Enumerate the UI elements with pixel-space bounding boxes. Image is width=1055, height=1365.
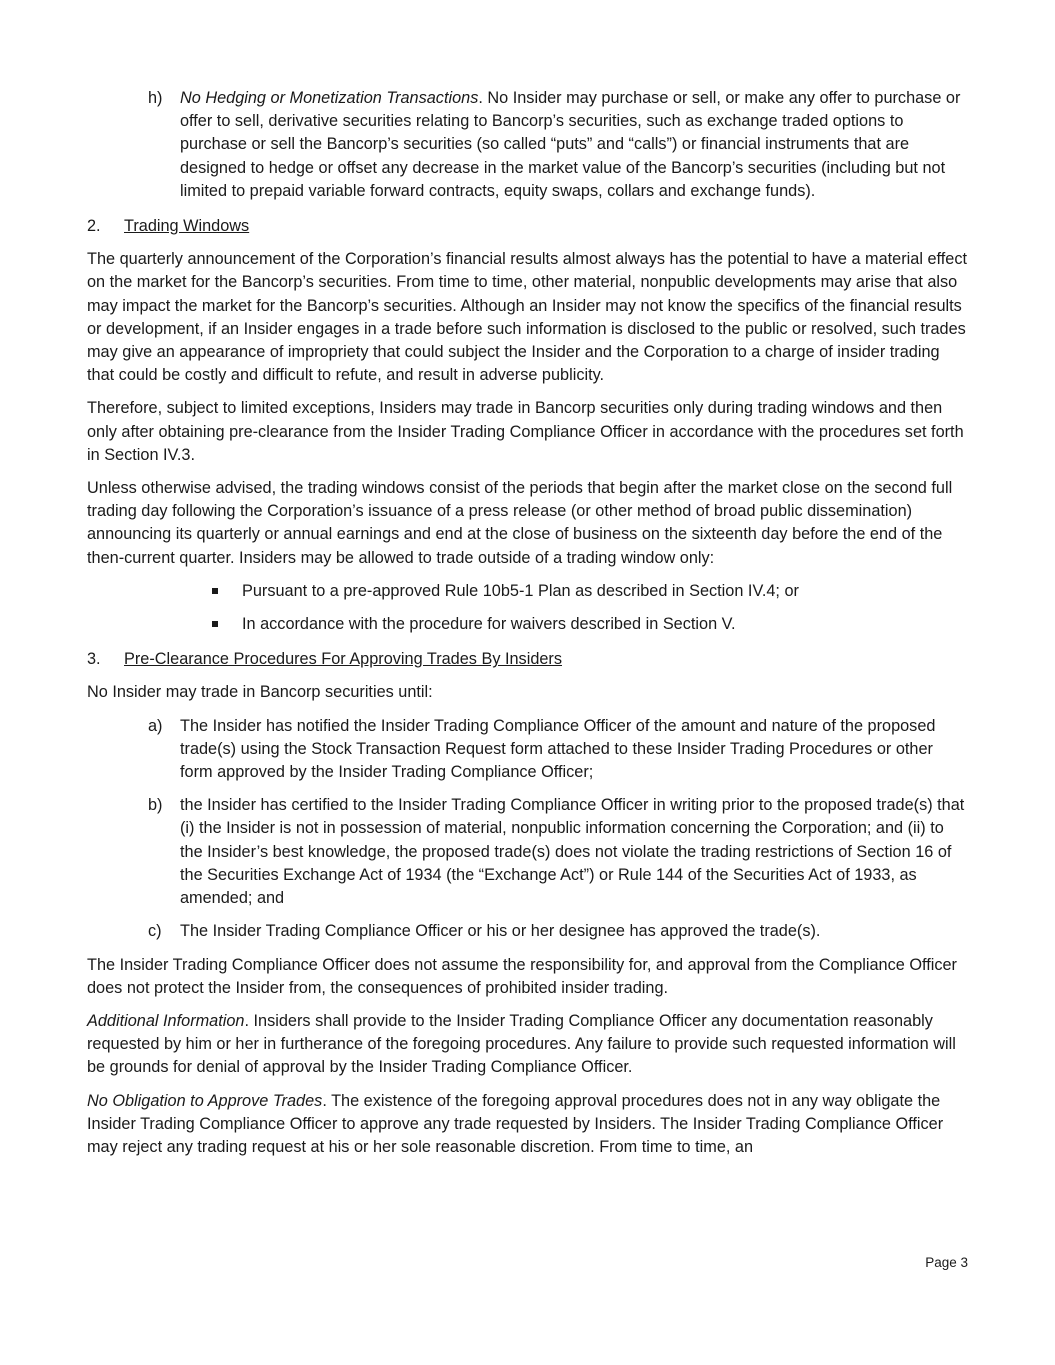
paragraph: Unless otherwise advised, the trading windows consist of the periods that begin after the market close on the second full trading day following the Corporation’s issuance of a press release (or other method of broad public dissemination) announcing its quarterly or annual earnings and end at the close of business on the sixteenth day before the end of the then-current quarter. Insiders may be allowed to trade outside of a trading window only:	[87, 479, 953, 567]
section-title: Pre-Clearance Procedures For Approving Trades By Insiders	[124, 650, 562, 669]
section-number: 3.	[87, 650, 101, 669]
document-page	[87, 87, 969, 1169]
list-item-text: The Insider Trading Compliance Officer or his or her designee has approved the trade(s).	[180, 922, 821, 941]
paragraph: The Insider Trading Compliance Officer does not assume the responsibility for, and approval from the Compliance Officer does not protect the Insider from, the consequences of prohibited insider trading.	[87, 955, 957, 997]
paragraph-body: . Insiders shall provide to the Insider Trading Compliance Officer any documentation reasonably requested by him or her in furtherance of the foregoing procedures. Any failure to provide such requested information will be grounds for denial of approval by the Insider Trading Compliance Officer.	[87, 1011, 956, 1077]
bullet-text: Pursuant to a pre-approved Rule 10b5-1 Plan as described in Section IV.4; or	[242, 581, 799, 600]
bullet-square-icon	[212, 588, 218, 594]
bullet-text: In accordance with the procedure for waivers described in Section V.	[242, 615, 736, 634]
item-body: . No Insider may purchase or sell, or make any offer to purchase or offer to sell, derivative securities relating to Bancorp’s securities, such as exchange traded options to purchase or sell the Bancorp’s securities (so called “puts” and “calls”) or financial instruments that are designed to hedge or offset any decrease in the market value of the Bancorp’s securities (including but not limited to prepaid variable forward contracts, equity swaps, collars and exchange funds).	[180, 89, 961, 200]
list-item-text	[180, 87, 969, 203]
list-item-text: The Insider has notified the Insider Trading Compliance Officer of the amount and nature of the proposed trade(s) using the Stock Transaction Request form attached to these Insider Trading Procedures or other form approved by the Insider Trading Compliance Officer;	[180, 716, 936, 782]
section-heading-pre-clearance	[87, 648, 969, 671]
bullet-square-icon	[212, 621, 218, 627]
list-marker: c)	[148, 922, 162, 941]
paragraph-body: . The existence of the foregoing approval procedures does not in any way obligate the Insider Trading Compliance Officer to approve any trade requested by Insiders. The Insider Trading Compliance Officer may reject any trading request at his or her sole reasonable discretion. From time to time, an	[87, 1091, 944, 1156]
page-number: Page 3	[925, 1255, 968, 1270]
section-heading-trading-windows	[87, 215, 969, 238]
paragraph: Therefore, subject to limited exceptions, Insiders may trade in Bancorp securities only during trading windows and then only after obtaining pre-clearance from the Insider Trading Compliance Officer in accordance with the procedures set forth in Section IV.3.	[87, 399, 964, 464]
list-marker: b)	[148, 796, 163, 815]
bullet-item	[87, 580, 969, 603]
list-marker: h)	[148, 89, 163, 107]
list-item-h	[87, 87, 969, 203]
list-item-c	[87, 920, 969, 943]
paragraph: No Insider may trade in Bancorp securities until:	[87, 683, 433, 702]
bullet-item	[87, 613, 969, 636]
section-number: 2.	[87, 217, 101, 236]
list-item-b	[87, 794, 969, 910]
list-item-text: the Insider has certified to the Insider Trading Compliance Officer in writing prior to the proposed trade(s) that (i) the Insider is not in possession of material, nonpublic information concerning the Corporation; and (ii) to the Insider’s best knowledge, the proposed trade(s) does not violate the trading restrictions of Section 16 of the Securities Exchange Act of 1934 (the “Exchange Act”) or Rule 144 of the Securities Act of 1933, as amended; and	[180, 796, 965, 908]
item-title: No Hedging or Monetization Transactions	[180, 89, 479, 107]
paragraph: The quarterly announcement of the Corporation’s financial results almost always has the potential to have a material effect on the market for the Bancorp’s securities. From time to time, other material, nonpublic developments may arise that also may impact the market for the Bancorp’s securities. Although an Insider may not know the specifics of the financial results or development, if an Insider engages in a trade before such information is disclosed to the public or resolved, such trades may give an appearance of impropriety that could subject the Insider and the Corporation to a charge of insider trading that could be costly and difficult to refute, and result in adverse publicity.	[87, 250, 967, 385]
section-title: Trading Windows	[124, 217, 250, 236]
list-marker: a)	[148, 716, 163, 735]
paragraph-no-obligation	[87, 1090, 969, 1160]
paragraph-additional-information	[87, 1010, 969, 1080]
paragraph-lead: Additional Information	[87, 1011, 245, 1030]
list-item-a	[87, 715, 969, 785]
paragraph-lead: No Obligation to Approve Trades	[87, 1091, 323, 1110]
